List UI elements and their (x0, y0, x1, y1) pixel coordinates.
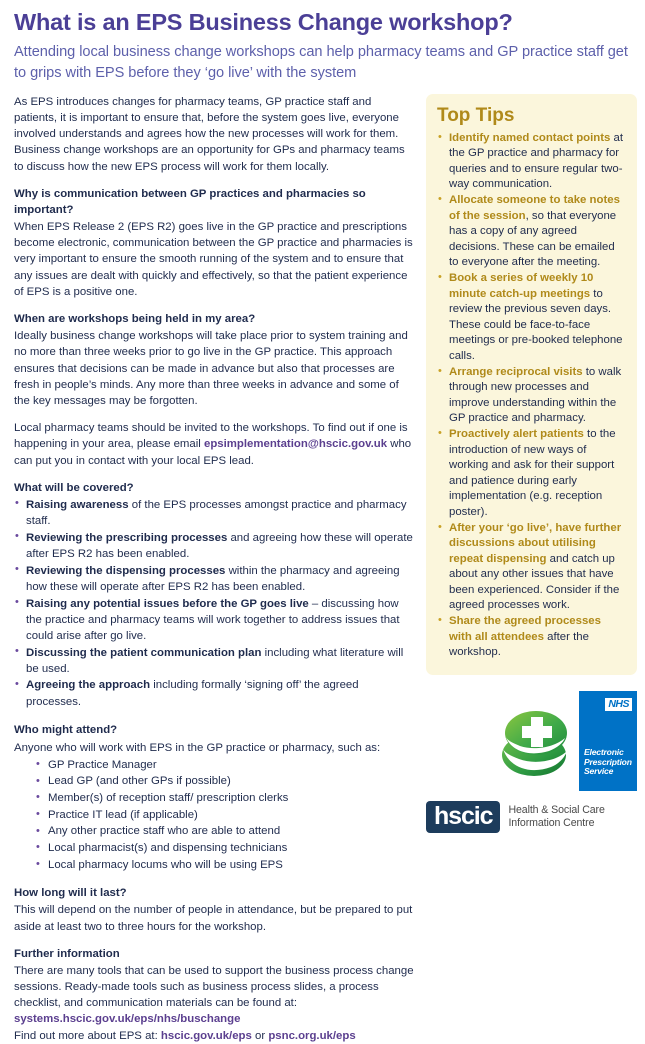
list-item-bold: Reviewing the prescribing processes (26, 531, 228, 544)
list-item (14, 530, 416, 562)
attend-lead-text: Anyone who will work with EPS in the GP practice or pharmacy, such as: (14, 741, 381, 754)
section-body-communication: When EPS Release 2 (EPS R2) goes live in the GP practice and prescriptions become electronic, communication between the GP practice and pharmacies is very important to ensure the smooth running of the system and to ensure that any issues are dealt with quickly and effectively, so that the patient experience of EPS is a positive one. (14, 221, 413, 298)
eps-green-e-cross-icon (495, 697, 573, 783)
intro-paragraph: As EPS introduces changes for pharmacy teams, GP practice staff and patients, it is important to ensure that, before the system goes live, everyone involved understands and agrees how the new processes will work for them. Business change workshops are an opportunity for GPs and pharmacy teams to discuss how the new EPS process will work for them locally. (14, 95, 405, 173)
list-item-bold: Reviewing the dispensing processes (26, 564, 226, 577)
list-item-bold: Raising awareness (26, 498, 129, 511)
sidebar-column (426, 94, 637, 834)
page-subtitle: Attending local business change workshops can help pharmacy teams and GP practice staff get to grips with EPS before they ‘go live’ with the system (14, 44, 628, 82)
psnc-eps-link[interactable]: psnc.org.uk/eps (268, 1029, 356, 1042)
covered-list (14, 497, 416, 710)
list-item (14, 645, 416, 677)
tip-text: after the workshop. (449, 630, 589, 659)
page-title: What is an EPS Business Change workshop? (14, 9, 513, 35)
hscic-logo (426, 801, 637, 833)
top-tips-title: Top Tips (437, 104, 515, 126)
list-item (437, 131, 625, 193)
section-heading-further-info: Further information (14, 947, 120, 960)
further-info-text-2: Find out more about EPS at: (14, 1029, 161, 1042)
list-item: • Local pharmacist(s) and dispensing technicians (36, 840, 416, 857)
further-info-body (14, 963, 416, 1028)
spacer (14, 873, 416, 885)
list-item: • GP Practice Manager (36, 757, 416, 774)
contact-text-after: who can put you in contact with your local EPS lead. (14, 438, 412, 467)
list-item: • Lead GP (and other GPs if possible) (36, 773, 416, 790)
document-header (0, 0, 645, 84)
top-tips-panel (426, 94, 637, 675)
list-item (437, 271, 625, 364)
top-tips-list (437, 131, 625, 661)
list-item (437, 427, 625, 520)
further-info-links (14, 1028, 416, 1044)
tip-bold: Arrange reciprocal visits (449, 365, 583, 378)
tip-bold: Identify named contact points (449, 131, 611, 144)
logo-area (426, 691, 637, 833)
list-item (437, 193, 625, 271)
hscic-full-name (508, 804, 604, 830)
tip-text: at the GP practice and pharmacy for queries and to ensure regular two-way communication. (449, 131, 624, 191)
tip-bold: Book a series of weekly 10 minute catch-up meetings (449, 272, 594, 300)
eps-logo (426, 691, 637, 791)
section-body-workshops-area: Ideally business change workshops will take place prior to system training and no more than three weeks prior to go live in the GP practice. This approach ensures that decisions can be made in advance but also that processes are fresh in people’s minds. Any more than three weeks in advance and some of the key messages may be forgotten. (14, 330, 408, 407)
section-body-duration: This will depend on the number of people in attendance, but be prepared to put aside at least two to three hours for the workshop. (14, 904, 413, 933)
list-item-text: including what literature will be used. (26, 646, 404, 675)
tip-bold: Allocate someone to take notes of the session (449, 194, 620, 222)
list-item (437, 365, 625, 427)
email-link[interactable]: epsimplementation@hscic.gov.uk (203, 438, 388, 451)
eps-name-line-2: Prescription (584, 756, 632, 767)
spacer (14, 710, 416, 722)
list-item (14, 497, 416, 529)
list-item: • Any other practice staff who are able to attend (36, 823, 416, 840)
eps-name-line-3: Service (584, 766, 614, 777)
list-item-text: of the EPS processes amongst practice and pharmacy staff. (26, 498, 407, 528)
eps-service-name (584, 748, 632, 777)
tip-bold: After your ‘go live’, have further discussions about utilising repeat dispensing (449, 521, 622, 565)
nhs-eps-block (579, 691, 637, 791)
hscic-wordmark: hscic (426, 801, 500, 833)
list-item: • Practice IT lead (if applicable) (36, 807, 416, 824)
section-heading-duration: How long will it last? (14, 887, 127, 900)
nhs-logo-badge: NHS (605, 698, 632, 711)
section-heading-covered: What will be covered? (14, 481, 134, 494)
hscic-eps-link[interactable]: hscic.gov.uk/eps (160, 1029, 252, 1042)
main-content-column (14, 94, 426, 1044)
list-item (14, 677, 416, 709)
list-item: • Member(s) of reception staff/ prescription clerks (36, 790, 416, 807)
tip-bold: Share the agreed processes with all attendees (449, 615, 601, 643)
list-item-bold: Raising any potential issues before the GP goes live (26, 597, 309, 610)
tip-text: , so that everyone has a copy of any agreed decisions. These can be emailed to everyone after the meeting. (449, 209, 617, 269)
contact-paragraph (14, 420, 416, 469)
list-item-text: – discussing how the practice and pharmacy teams will work together to address issues that could arise after go live. (26, 597, 400, 642)
list-item (437, 614, 625, 661)
tip-text: and catch up about any other issues that have been experienced. Consider if the agreed processes work. (449, 552, 620, 612)
document-body (0, 84, 645, 1044)
hscic-name-line-2: Information Centre (508, 817, 595, 830)
list-item-text: including formally ‘signing off’ the agreed processes. (26, 679, 359, 708)
tip-bold: Proactively alert patients (449, 428, 584, 441)
list-item (437, 521, 625, 614)
hscic-name-line-1: Health & Social Care (508, 804, 605, 817)
list-item: • Local pharmacy locums who will be using EPS (36, 857, 416, 874)
section-heading-attend: Who might attend? (14, 724, 118, 737)
attend-list (14, 757, 416, 873)
list-item-bold: Agreeing the approach (26, 679, 151, 692)
further-info-text: There are many tools that can be used to support the business process change sessions. Ready-made tools such as business process slides, a process checklist, and communication materials can be found at: (14, 964, 414, 1010)
section-heading-communication: Why is communication between GP practices and pharmacies so important? (14, 187, 366, 216)
section-heading-workshops-area: When are workshops being held in my area? (14, 313, 256, 325)
contact-text-before: Local pharmacy teams should be invited to the workshops. To find out if one is happening in your area, please email (14, 422, 408, 451)
tip-text: to the introduction of new ways of working and ask for their support and patience during early implementation (e.g. reception poster). (449, 428, 616, 518)
eps-name-line-1: Electronic (584, 747, 624, 758)
list-item-text: and agreeing how these will operate after EPS R2 has been enabled. (26, 531, 413, 560)
or-separator: or (251, 1029, 269, 1042)
buschange-link[interactable]: systems.hscic.gov.uk/eps/nhs/buschange (14, 1013, 241, 1026)
tip-text: to walk through new processes and improve understanding within the GP practice and pharmacy. (449, 365, 622, 425)
list-item-bold: Discussing the patient communication plan (26, 646, 262, 659)
tip-text: to review the previous seven days. These could be face-to-face meetings or pre-booked telephone calls. (449, 287, 623, 362)
list-item-text: within the pharmacy and agreeing how these will operate after EPS R2 has been enabled. (26, 564, 400, 593)
list-item (14, 596, 416, 645)
list-item (14, 563, 416, 595)
